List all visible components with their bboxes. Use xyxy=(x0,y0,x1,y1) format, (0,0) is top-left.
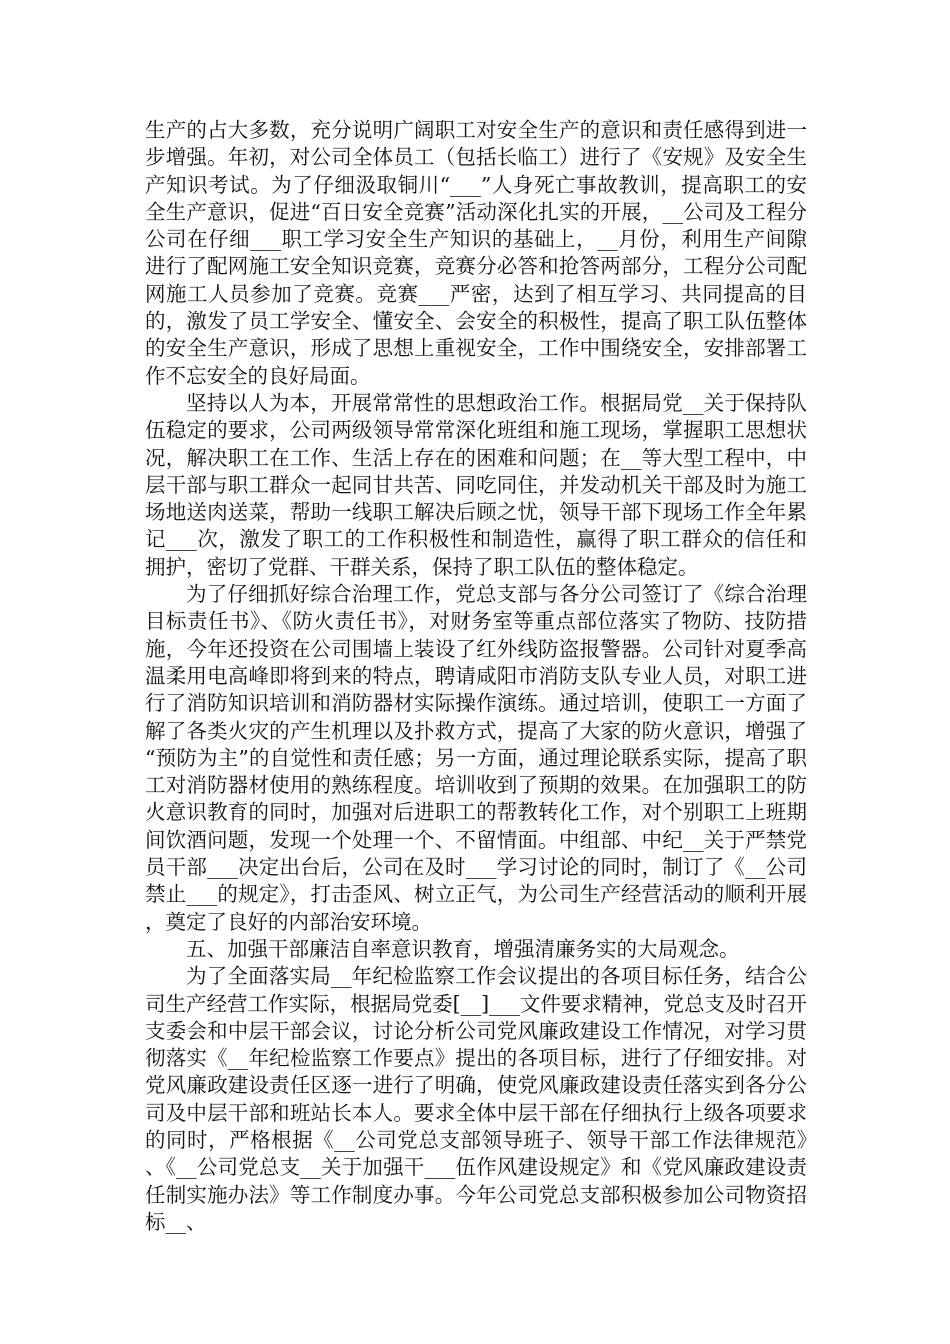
paragraph-discipline-inspection: 为了全面落实局__年纪检监察工作会议提出的各项目标任务，结合公司生产经营工作实际，根据局党委[__]___文件要求精神，党总支及时召开支委会和中层干部会议，讨论分析公司党风廉政建设工作情况，对学习贯彻落实《__年纪检监察工作要点》提出的各项目标，进行了仔细安排。对党风廉政建设责任区逐一进行了明确，使党风廉政建设责任落实到各分公司及中层干部和班站长本人。要求全体中层干部在仔细执行上级各项要求的同时，严格根据《__公司党总支部领导班子、领导干部工作法律规范》、《__公司党总支__关于加强干___伍作风建设规定》和《党风廉政建设责任制实施办法》等工作制度办事。今年公司党总支部积极参加公司物资招标__、 xyxy=(145,964,807,1234)
paragraph-political-work: 坚持以人为本，开展常常性的思想政治工作。根据局党__关于保持队伍稳定的要求，公司两级领导常常深化班组和施工现场，掌握职工思想状况，解决职工在工作、生活上存在的困难和问题；在__等大型工程中，中层干部与职工群众一起同甘共苦、同吃同住，并发动机关干部及时为施工场地送肉送菜，帮助一线职工解决后顾之忧，领导干部下现场工作全年累记___次，激发了职工的工作积极性和制造性，赢得了职工群众的信任和拥护，密切了党群、干群关系，保持了职工队伍的整体稳定。 xyxy=(145,390,807,579)
paragraph-comprehensive-governance: 为了仔细抓好综合治理工作，党总支部与各分公司签订了《综合治理目标责任书》、《防火责任书》，对财务室等重点部位落实了物防、技防措施，今年还投资在公司围墙上装设了红外线防盗报警器。公司针对夏季高温柔用电高峰即将到来的特点，聘请咸阳市消防支队专业人员，对职工进行了消防知识培训和消防器材实际操作演练。通过培训，使职工一方面了解了各类火灾的产生机理以及扑救方式，提高了大家的防火意识，增强了“预防为主”的自觉性和责任感；另一方面，通过理论联系实际，提高了职工对消防器材使用的熟练程度。培训收到了预期的效果。在加强职工的防火意识教育的同时，加强对后进职工的帮教转化工作，对个别职工上班期间饮酒问题，发现一个处理一个、不留情面。中组部、中纪__关于严禁党员干部___决定出台后，公司在及时___学习讨论的同时，制订了《__公司禁止___的规定》，打击歪风、树立正气，为公司生产经营活动的顺利开展，奠定了良好的内部治安环境。 xyxy=(145,582,807,934)
document-page xyxy=(145,117,807,1236)
section-heading-integrity: 五、加强干部廉洁自率意识教育，增强清廉务实的大局观念。 xyxy=(186,936,740,961)
paragraph-safety-competition: 生产的占大多数，充分说明广阔职工对安全生产的意识和责任感得到进一步增强。年初，对公司全体员工（包括长临工）进行了《安规》及安全生产知识考试。为了仔细汲取铜川“___”人身死亡事故教训，提高职工的安全生产意识，促进“百日安全竞赛”活动深化扎实的开展，__公司及工程分公司在仔细___职工学习安全生产知识的基础上，__月份，利用生产间隙进行了配网施工安全知识竞赛，竞赛分必答和抢答两部分，工程分公司配网施工人员参加了竞赛。竞赛___严密，达到了相互学习、共同提高的目的，激发了员工学安全、懂安全、会安全的积极性，提高了职工队伍整体的安全生产意识，形成了思想上重视安全，工作中围绕安全，安排部署工作不忘安全的良好局面。 xyxy=(145,118,807,388)
